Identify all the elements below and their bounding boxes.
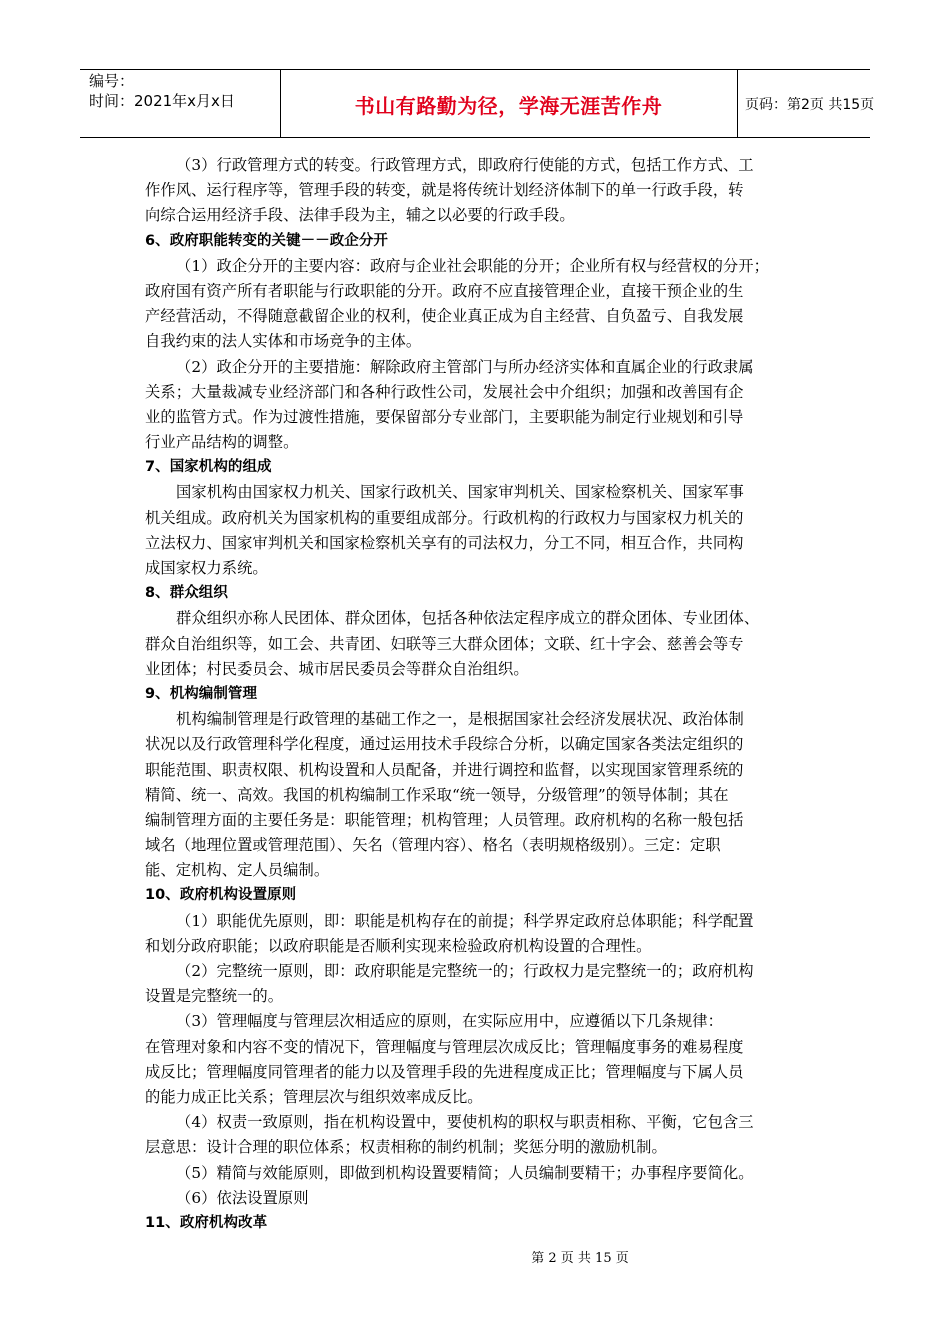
paragraph-line: 政府国有资产所有者职能与行政职能的分开。政府不应直接管理企业，直接干预企业的生 bbox=[145, 281, 744, 300]
paragraph-line: 立法权力、国家审判机关和国家检察机关享有的司法权力，分工不同，相互合作，共同构 bbox=[145, 533, 744, 552]
page-footer bbox=[0, 1247, 950, 1266]
paragraph-line: （2）完整统一原则，即：政府职能是完整统一的；行政权力是完整统一的；政府机构 bbox=[176, 962, 754, 980]
paragraph-line: 和划分政府职能；以政府职能是否顺利实现来检验政府机构设置的合理性。 bbox=[145, 936, 652, 955]
footer-page-number: 第 2 页 共 15 页 bbox=[531, 1251, 629, 1266]
header-page-cell bbox=[737, 70, 875, 137]
paragraph-line: （3）行政管理方式的转变。行政管理方式，即政府行使能的方式，包括工作方式、工 bbox=[176, 156, 754, 174]
paragraph-line: （1）政企分开的主要内容：政府与企业社会职能的分开；企业所有权与经营权的分开； bbox=[176, 256, 769, 275]
section-heading: 9、机构编制管理 bbox=[145, 685, 257, 702]
page-info: 页码：第2页 共15页 bbox=[745, 97, 875, 113]
paragraph-line: 国家机构由国家权力机关、国家行政机关、国家审判机关、国家检察机关、国家军事 bbox=[176, 483, 744, 502]
paragraph-line: 精简、统一、高效。我国的机构编制工作采取“统一领导，分级管理”的领导体制；其在 bbox=[145, 785, 729, 804]
paragraph-line: 在管理对象和内容不变的情况下，管理幅度与管理层次成反比；管理幅度事务的难易程度 bbox=[145, 1037, 744, 1056]
paragraph-line: 层意思：设计合理的职位体系；权责相称的制约机制；奖惩分明的激励机制。 bbox=[145, 1138, 667, 1157]
paragraph-line: 群众组织亦称人民团体、群众团体，包括各种依法定程序成立的群众团体、专业团体、 bbox=[176, 609, 760, 628]
paragraph-line: 设置是完整统一的。 bbox=[145, 987, 284, 1006]
date-label: 时间：2021年x月x日 bbox=[89, 92, 235, 110]
serial-number-label: 编号： bbox=[89, 72, 135, 90]
document-body bbox=[145, 153, 810, 1236]
paragraph-line: 状况以及行政管理科学化程度，通过运用技术手段综合分析，以确定国家各类法定组织的 bbox=[145, 735, 744, 754]
paragraph-line: （1）职能优先原则，即：职能是机构存在的前提；科学界定政府总体职能；科学配置 bbox=[176, 911, 754, 930]
paragraph-line: （5）精简与效能原则，即做到机构设置要精简；人员编制要精干；办事程序要简化。 bbox=[176, 1163, 754, 1182]
paragraph-line: （3）管理幅度与管理层次相适应的原则，在实际应用中，应遵循以下几条规律： bbox=[176, 1012, 723, 1031]
paragraph-line: 域名（地理位置或管理范围）、矢名（管理内容）、格名（表明规格级别）。三定：定职 bbox=[145, 836, 721, 855]
paragraph-line: 成反比；管理幅度同管理者的能力以及管理手段的先进程度成正比；管理幅度与下属人员 bbox=[145, 1062, 744, 1081]
paragraph-line: 能、定机构、定人员编制。 bbox=[145, 861, 330, 880]
paragraph-line: 机构编制管理是行政管理的基础工作之一，是根据国家社会经济发展状况、政治体制 bbox=[176, 710, 744, 729]
paragraph-line: 自我约束的法人实体和市场竞争的主体。 bbox=[145, 332, 422, 351]
paragraph-line: 业团体；村民委员会、城市居民委员会等群众自治组织。 bbox=[145, 659, 529, 678]
paragraph-line: 业的监管方式。作为过渡性措施，要保留部分专业部门，主要职能为制定行业规划和引导 bbox=[145, 407, 744, 426]
page-header bbox=[80, 69, 875, 138]
paragraph-line: 产经营活动，不得随意截留企业的权利，使企业真正成为自主经营、自负盈亏、自我发展 bbox=[145, 307, 744, 326]
paragraph-line: 机关组成。政府机关为国家机构的重要组成部分。行政机构的行政权力与国家权力机关的 bbox=[145, 508, 744, 527]
header-motto-cell bbox=[280, 70, 738, 137]
paragraph-line: 的能力成正比关系；管理层次与组织效率成反比。 bbox=[145, 1087, 483, 1106]
section-heading: 8、群众组织 bbox=[145, 585, 228, 602]
section-heading: 6、政府职能转变的关键－－政企分开 bbox=[145, 232, 388, 249]
paragraph-line: 向综合运用经济手段、法律手段为主，辅之以必要的行政手段。 bbox=[145, 206, 575, 225]
paragraph-line: 作作风、运行程序等，管理手段的转变，就是将传统计划经济体制下的单一行政手段，转 bbox=[145, 181, 744, 200]
paragraph-line: 成国家权力系统。 bbox=[145, 559, 268, 577]
section-heading: 11、政府机构改革 bbox=[145, 1214, 268, 1231]
paragraph-line: 职能范围、职责权限、机构设置和人员配备，并进行调控和监督，以实现国家管理系统的 bbox=[145, 760, 744, 779]
motto-text: 书山有路勤为径，学海无涯苦作舟 bbox=[354, 94, 663, 118]
paragraph-line: 行业产品结构的调整。 bbox=[145, 433, 299, 452]
section-heading: 7、国家机构的组成 bbox=[145, 459, 272, 476]
header-meta-cell bbox=[80, 70, 281, 137]
paragraph-line: （6）依法设置原则 bbox=[176, 1188, 309, 1207]
paragraph-line: 关系；大量裁减专业经济部门和各种行政性公司，发展社会中介组织；加强和改善国有企 bbox=[145, 382, 744, 401]
paragraph-line: 群众自治组织等，如工会、共青团、妇联等三大群众团体；文联、红十字会、慈善会等专 bbox=[145, 634, 744, 653]
section-heading: 10、政府机构设置原则 bbox=[145, 887, 297, 904]
paragraph-line: （4）权责一致原则，指在机构设置中，要使机构的职权与职责相称、平衡，它包含三 bbox=[176, 1113, 754, 1132]
paragraph-line: （2）政企分开的主要措施：解除政府主管部门与所办经济实体和直属企业的行政隶属 bbox=[176, 357, 754, 376]
paragraph-line: 编制管理方面的主要任务是：职能管理；机构管理；人员管理。政府机构的名称一般包括 bbox=[145, 810, 744, 829]
